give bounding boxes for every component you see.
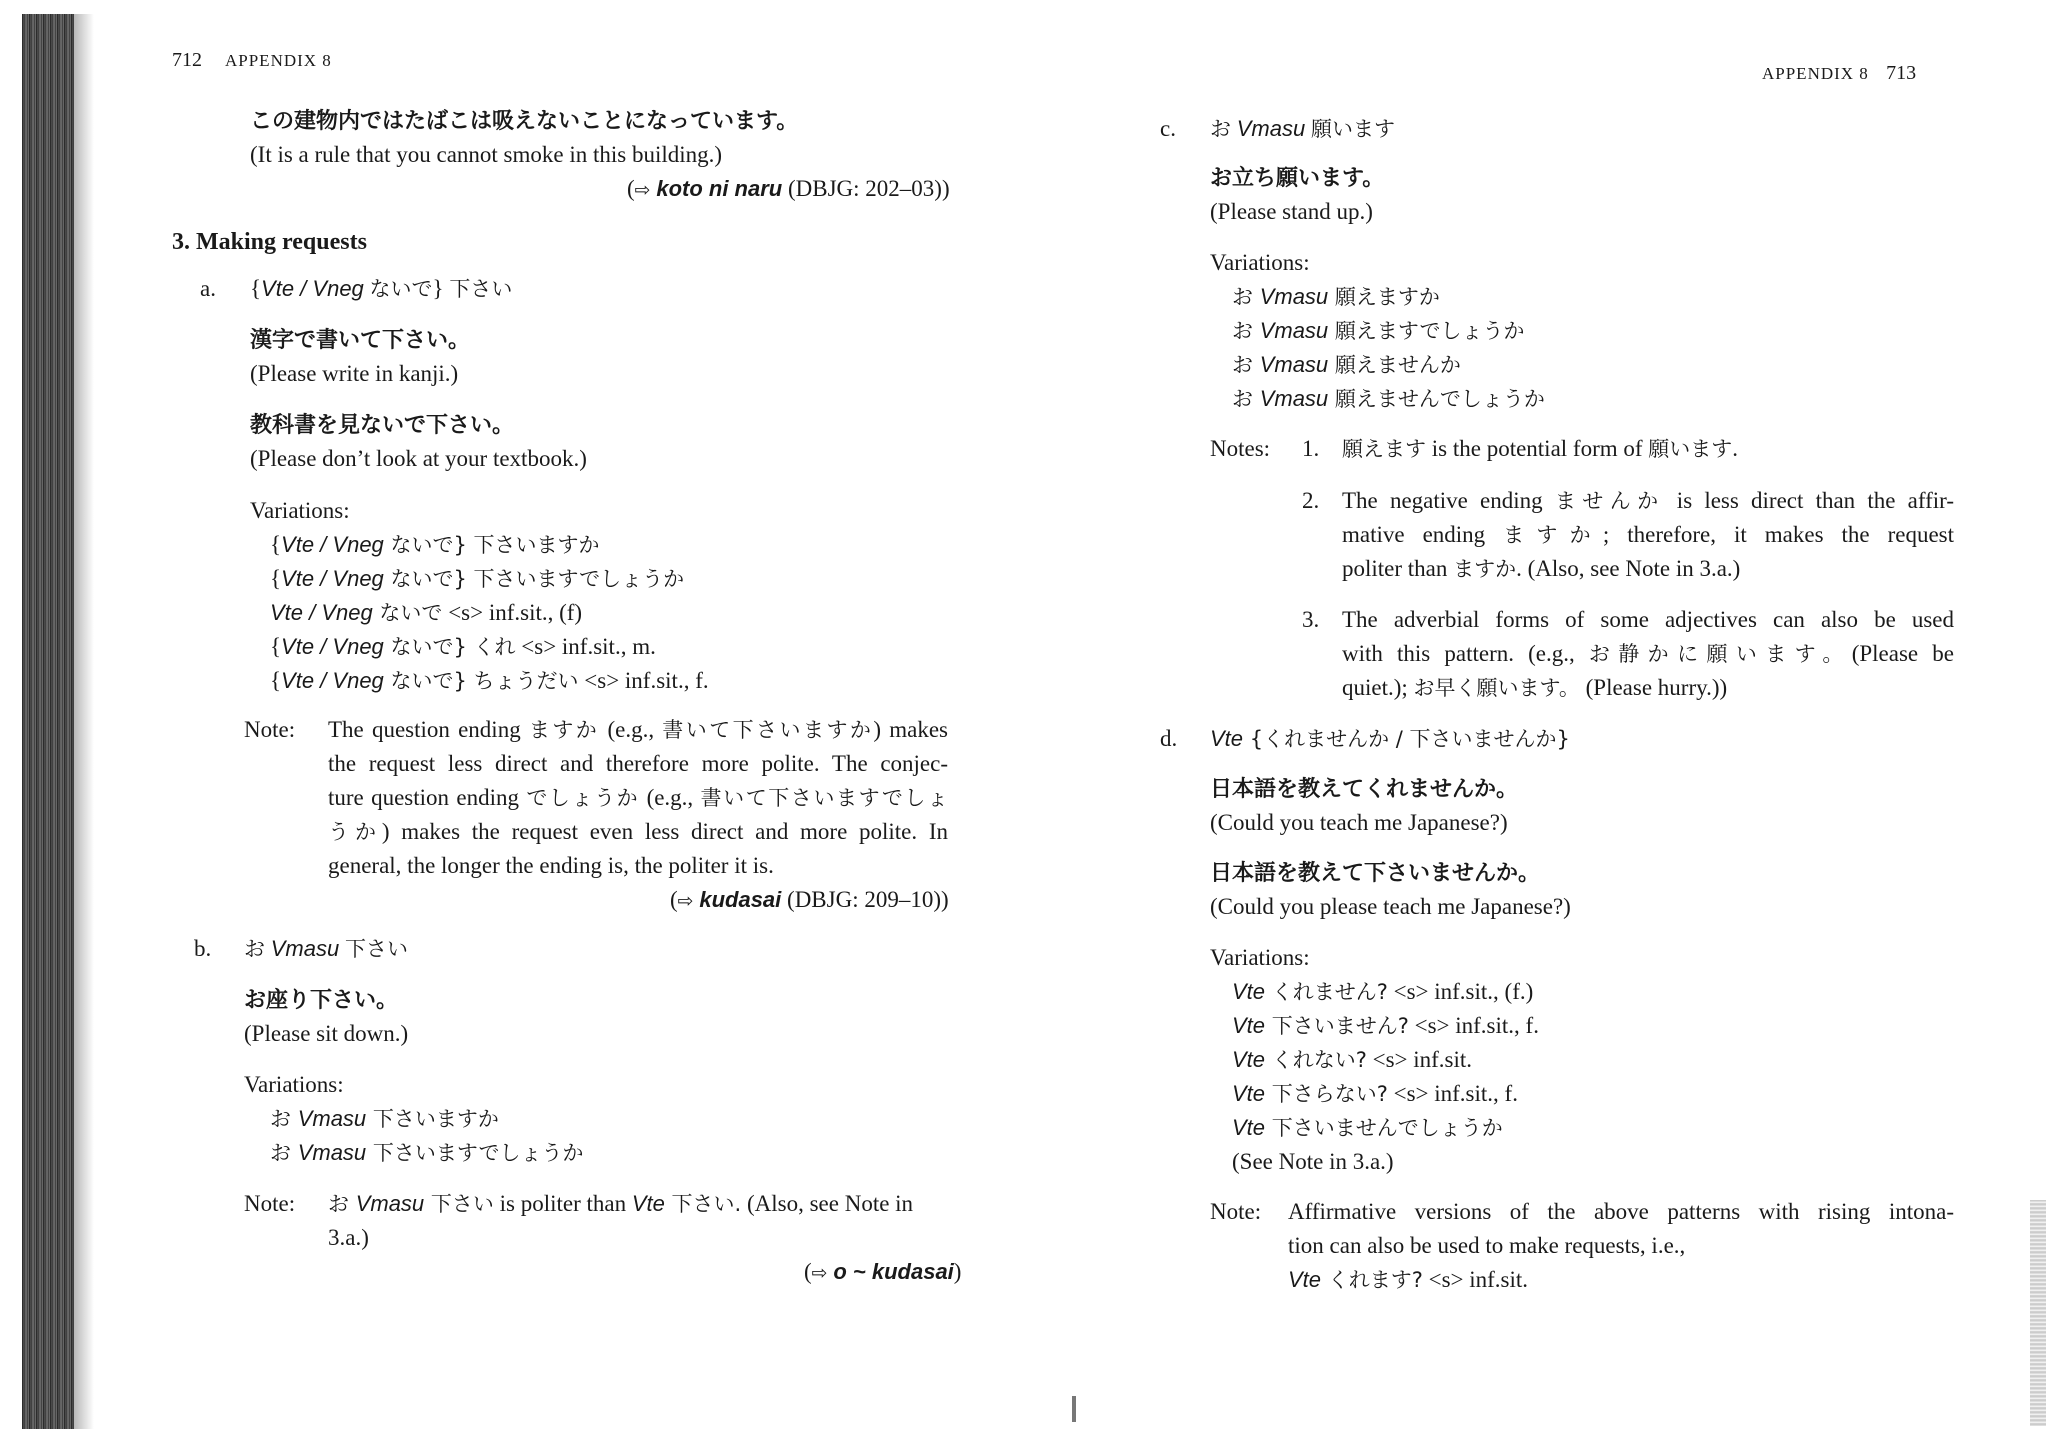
item-a-variation: {Vte / Vneg ないで} ちょうだい <s> inf.sit., f.: [270, 668, 709, 693]
item-a-example1-en: (Please write in kanji.): [250, 361, 459, 386]
item-c-note-line: The adverbial forms of some adjectives can also be used: [1342, 607, 1954, 632]
section-heading: 3. Making requests: [172, 229, 367, 255]
left-page: [172, 0, 1012, 1427]
running-header-left: [172, 42, 332, 78]
item-b-ref: (⇨ o ~ kudasai): [804, 1259, 962, 1284]
item-a-label: a.: [200, 276, 216, 301]
item-a-note-line: the request less direct and therefore more polite. The conjec-: [328, 751, 948, 776]
item-d-variation: Vte くれない? <s> inf.sit.: [1232, 1047, 1473, 1072]
item-d-variation: Vte 下さいません? <s> inf.sit., f.: [1232, 1013, 1539, 1038]
spine-fade: [74, 14, 94, 1429]
item-c-note-line: mative ending ますか; therefore, it makes the request: [1342, 522, 1955, 547]
item-c-notes-label: Notes:: [1210, 436, 1271, 461]
item-b-variation: お Vmasu 下さいますでしょうか: [270, 1140, 584, 1165]
item-a-variations-label: Variations:: [250, 498, 350, 523]
item-d-note-line: tion can also be used to make requests, i.e.,: [1288, 1233, 1686, 1258]
item-d-note-example: Vte くれます? <s> inf.sit.: [1288, 1267, 1529, 1292]
item-d-variation: Vte 下さらない? <s> inf.sit., f.: [1232, 1081, 1518, 1106]
item-a-variation: {Vte / Vneg ないで} 下さいますでしょうか: [270, 566, 685, 591]
item-a-note-line: うか) makes the request even less direct and more polite. In: [328, 819, 948, 844]
item-a-note-label: Note:: [244, 717, 296, 742]
top-example-jp: この建物内ではたばこは吸えないことになっています。: [250, 109, 799, 134]
item-a-example2-en: (Please don’t look at your textbook.): [250, 446, 587, 471]
item-d-example1-jp: 日本語を教えてくれませんか。: [1210, 777, 1519, 802]
item-d-see-note: (See Note in 3.a.): [1232, 1149, 1394, 1174]
item-c-variation: お Vmasu 願えませんか: [1232, 352, 1461, 377]
page-edge: [2030, 1200, 2046, 1426]
arrow-icon: ⇨: [811, 1262, 828, 1284]
item-a-pattern: {Vte / Vneg ないで} 下さい: [250, 276, 513, 301]
item-c-note-number: 3.: [1302, 607, 1320, 632]
item-c-pattern: お Vmasu 願います: [1210, 116, 1395, 141]
item-b-example1-en: (Please sit down.): [244, 1021, 409, 1046]
item-d-note-line: Affirmative versions of the above patterns with rising intona-: [1288, 1199, 1954, 1224]
item-b-variations-label: Variations:: [244, 1072, 344, 1097]
item-a-note-line: ture question ending でしょうか (e.g., 書いて下さいますでしょ: [328, 785, 949, 810]
right-page: [1128, 0, 1988, 1427]
item-d-variations-label: Variations:: [1210, 945, 1310, 970]
page-number: 712: [172, 49, 202, 71]
top-example-ref: (⇨ koto ni naru (DBJG: 202–03)): [627, 176, 950, 201]
item-c-note-line: 願えます is the potential form of 願います.: [1342, 436, 1739, 461]
item-c-note-line: politer than ますか. (Also, see Note in 3.a.): [1342, 556, 1741, 581]
item-c-variation: お Vmasu 願えますか: [1232, 284, 1440, 309]
item-c-label: c.: [1160, 116, 1176, 141]
item-c-variation: お Vmasu 願えますでしょうか: [1232, 318, 1525, 343]
item-b-example1-jp: お座り下さい。: [244, 988, 399, 1013]
item-c-example1-jp: お立ち願います。: [1210, 166, 1385, 191]
top-example-en: (It is a rule that you cannot smoke in this building.): [250, 142, 723, 167]
book-spine-shadow: [22, 14, 74, 1429]
item-a-ref: (⇨ kudasai (DBJG: 209–10)): [670, 887, 949, 912]
item-d-label: d.: [1160, 726, 1178, 751]
item-a-note-line: general, the longer the ending is, the politer it is.: [328, 853, 774, 878]
item-b-note-line: お Vmasu 下さい is politer than Vte 下さい. (Also, see Note in: [328, 1191, 914, 1216]
gutter-mark: [1072, 1396, 1076, 1422]
item-c-variation: お Vmasu 願えませんでしょうか: [1232, 386, 1545, 411]
page-number: 713: [1886, 62, 1917, 84]
item-c-note-line: quiet.); お早く願います。 (Please hurry.)): [1342, 675, 1728, 700]
item-c-example1-en: (Please stand up.): [1210, 199, 1373, 224]
running-header-right: [1762, 55, 1916, 91]
item-c-note-number: 1.: [1302, 436, 1320, 461]
item-b-note-label: Note:: [244, 1191, 296, 1216]
item-b-note-line: 3.a.): [328, 1225, 369, 1250]
item-d-example1-en: (Could you teach me Japanese?): [1210, 810, 1508, 835]
item-d-example2-jp: 日本語を教えて下さいませんか。: [1210, 861, 1541, 886]
item-a-variation: {Vte / Vneg ないで} くれ <s> inf.sit., m.: [270, 634, 656, 659]
item-c-variations-label: Variations:: [1210, 250, 1310, 275]
running-head: APPENDIX 8: [225, 51, 332, 70]
item-c-note-number: 2.: [1302, 488, 1320, 513]
item-a-example2-jp: 教科書を見ないで下さい。: [250, 413, 515, 438]
item-b-label: b.: [194, 936, 212, 961]
item-d-example2-en: (Could you please teach me Japanese?): [1210, 894, 1571, 919]
item-d-pattern: Vte {くれませんか / 下さいませんか}: [1210, 726, 1570, 751]
item-d-variation: Vte 下さいませんでしょうか: [1232, 1115, 1503, 1140]
item-b-variation: お Vmasu 下さいますか: [270, 1106, 499, 1131]
item-c-note-line: The negative ending ませんか is less direct than the affir-: [1342, 488, 1955, 513]
arrow-icon: ⇨: [677, 890, 694, 912]
item-b-pattern: お Vmasu 下さい: [244, 936, 408, 961]
item-a-note-line: The question ending ますか (e.g., 書いて下さいますか) makes: [328, 717, 948, 742]
running-head: APPENDIX 8: [1762, 64, 1869, 83]
item-d-note-label: Note:: [1210, 1199, 1262, 1224]
item-a-variation: {Vte / Vneg ないで} 下さいますか: [270, 532, 600, 557]
item-c-note-line: with this pattern. (e.g., お静かに願います。(Please be: [1342, 641, 1954, 666]
item-a-variation: Vte / Vneg ないで <s> inf.sit., (f): [270, 600, 583, 625]
item-d-variation: Vte くれません? <s> inf.sit., (f.): [1232, 979, 1534, 1004]
arrow-icon: ⇨: [634, 179, 651, 201]
item-a-example1-jp: 漢字で書いて下さい。: [250, 328, 471, 353]
